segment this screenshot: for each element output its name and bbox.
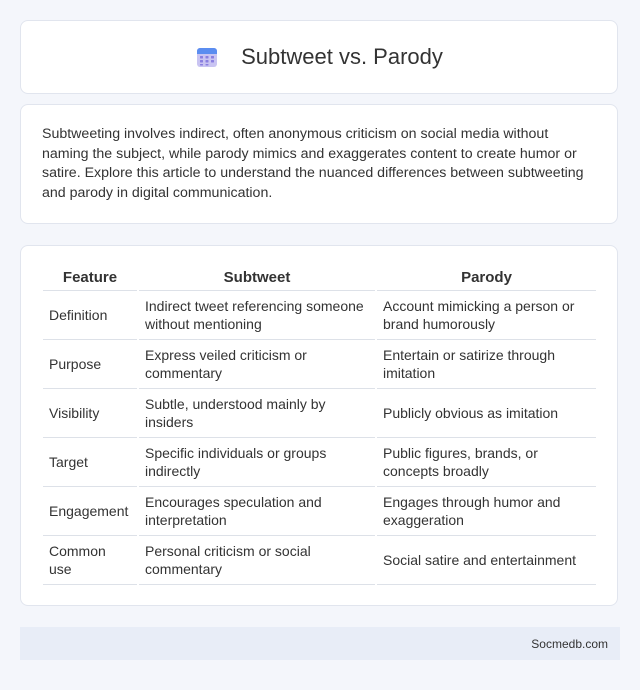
column-header-subtweet: Subtweet — [139, 266, 375, 291]
table-cell: Common use — [43, 536, 137, 585]
title-card — [20, 20, 618, 94]
table-cell: Indirect tweet referencing someone without mentioning — [139, 291, 375, 340]
table-row — [43, 438, 596, 487]
table-cell: Target — [43, 438, 137, 487]
table-row — [43, 291, 596, 340]
table-row — [43, 389, 596, 438]
table-cell: Publicly obvious as imitation — [377, 389, 596, 438]
table-cell: Definition — [43, 291, 137, 340]
table-cell: Account mimicking a person or brand humorously — [377, 291, 596, 340]
table-cell: Encourages speculation and interpretation — [139, 487, 375, 536]
table-cell: Personal criticism or social commentary — [139, 536, 375, 585]
table-cell: Purpose — [43, 340, 137, 389]
table-cell: Express veiled criticism or commentary — [139, 340, 375, 389]
footer-source-link[interactable]: Socmedb.com — [531, 636, 608, 651]
column-header-feature: Feature — [43, 266, 137, 291]
comparison-table — [41, 266, 598, 585]
page-title: Subtweet vs. Parody — [241, 44, 443, 69]
intro-paragraph: Subtweeting involves indirect, often anonymous criticism on social media without naming the subject, while parody mimics and exaggerates content to create humor or satire. Explore this article to understand the nuanced differences between subtweeting and parody in digital communication. — [42, 126, 584, 201]
column-header-parody: Parody — [377, 266, 596, 291]
table-row — [43, 536, 596, 585]
table-row — [43, 340, 596, 389]
table-row — [43, 487, 596, 536]
table-cell: Visibility — [43, 389, 137, 438]
table-cell: Engagement — [43, 487, 137, 536]
comparison-card — [20, 245, 618, 606]
table-cell: Social satire and entertainment — [377, 536, 596, 585]
calendar-icon — [195, 45, 219, 69]
footer-bar — [20, 627, 620, 660]
table-cell: Entertain or satirize through imitation — [377, 340, 596, 389]
table-cell: Specific individuals or groups indirectly — [139, 438, 375, 487]
table-cell: Subtle, understood mainly by insiders — [139, 389, 375, 438]
table-header-row — [43, 266, 596, 291]
table-cell: Public figures, brands, or concepts broadly — [377, 438, 596, 487]
intro-card — [20, 104, 618, 224]
table-cell: Engages through humor and exaggeration — [377, 487, 596, 536]
